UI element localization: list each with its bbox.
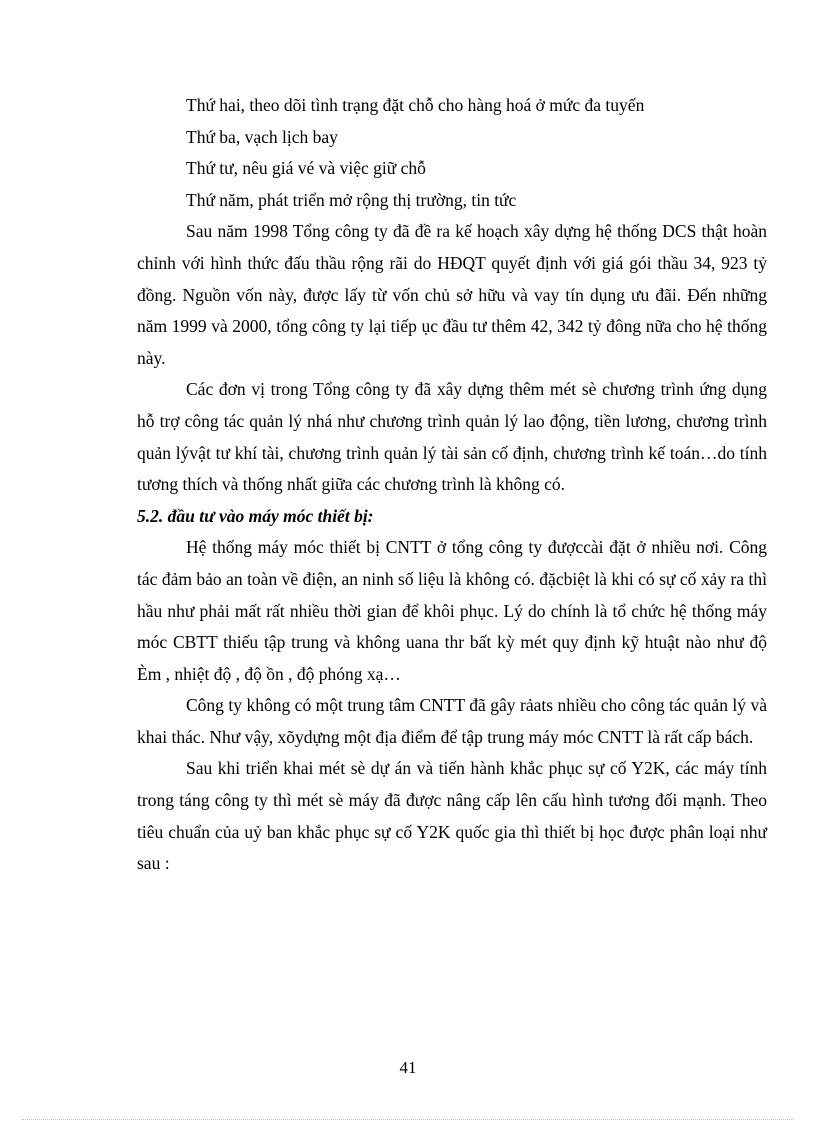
paragraph-equipment-system: Hệ thống máy móc thiết bị CNTT ở tổng công ty đượccài đặt ở nhiều nơi. Công tác đảm bảo an toàn về điện, an ninh số liệu là không có. đặcbiệt là khi có sự cố xảy ra thì hầu như phải mất rất nhiều thời gian để khôi phục. Lý do chính là tổ chức hệ thống máy móc CBTT thiếu tập trung và không uana thr bất kỳ mét quy định kỹ htuật nào như độ Èm , nhiệt độ , độ ồn , độ phóng xạ… <box>137 537 767 684</box>
paragraph-software-programs: Các đơn vị trong Tổng công ty đã xây dựng thêm mét sè chương trình ứng dụng hỗ trợ công tác quản lý nhá như chương trình quản lý lao động, tiền lương, chương trình quản lývật tư khí tài, chương trình quản lý tài sản cố định, chương trình kế toán…do tính tương thích và thống nhất giữa các chương trình là không có. <box>137 379 767 495</box>
page-number: 41 <box>399 1058 417 1077</box>
list-item: Thứ năm, phát triển mở rộng thị trường, tin tức <box>186 189 517 210</box>
section-heading: 5.2. đầu tư vào máy móc thiết bị: <box>137 505 374 526</box>
list-item: Thứ tư, nêu giá vé và việc giữ chỗ <box>186 158 426 179</box>
page-content <box>137 90 767 880</box>
paragraph-dcs-investment: Sau năm 1998 Tổng công ty đã đề ra kế hoạch xây dựng hệ thống DCS thật hoàn chỉnh với hình thức đấu thầu rộng rãi do HĐQT quyết định với giá gói thầu 34, 923 tỷ đồng. Nguồn vốn này, được lấy từ vốn chủ sở hữu và vay tín dụng ưu đãi. Đến những năm 1999 và 2000, tổng công ty lại tiếp ục đầu tư thêm 42, 342 tỷ đông nữa cho hệ thống này. <box>137 221 767 368</box>
list-item: Thứ ba, vạch lịch bay <box>186 126 338 147</box>
page-bottom-border <box>22 1119 794 1120</box>
list-item: Thứ hai, theo dõi tình trạng đặt chỗ cho hàng hoá ở mức đa tuyến <box>186 95 645 115</box>
paragraph-y2k: Sau khi triển khai mét sè dự án và tiến hành khắc phục sự cố Y2K, các máy tính trong táng công ty thì mét sè máy đã được nâng cấp lên cấu hình tương đối mạnh. Theo tiêu chuẩn của uỷ ban khắc phục sự cố Y2K quốc gia thì thiết bị học được phân loại như sau : <box>137 758 767 874</box>
paragraph-it-center: Công ty không có một trung tâm CNTT đã gây rảats nhiều cho công tác quản lý và khai thác. Như vậy, xõydựng một địa điểm để tập trung máy móc CNTT là rất cấp bách. <box>137 695 767 747</box>
